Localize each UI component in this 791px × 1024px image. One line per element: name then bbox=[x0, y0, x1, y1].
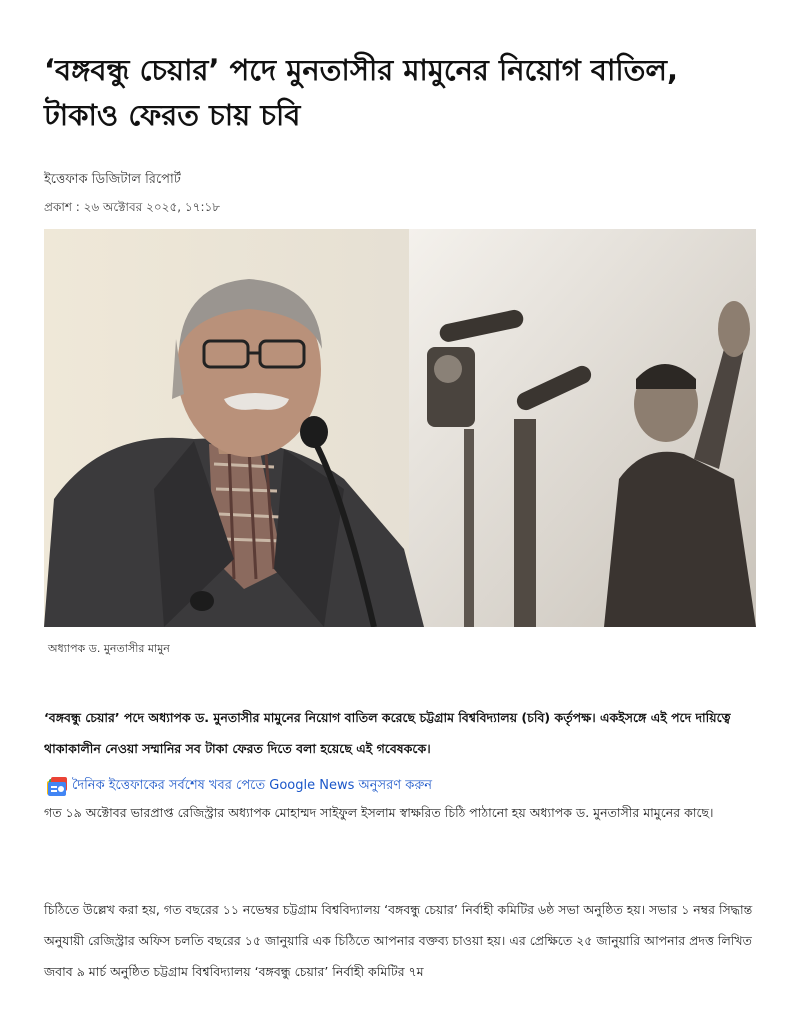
article-lead: ‘বঙ্গবন্ধু চেয়ার’ পদে অধ্যাপক ড. মুনতাসীর মামুনের নিয়োগ বাতিল করেছে চট্টগ্রাম বিশ্ববিদ্যালয় (চবি) কর্তৃপক্ষ। একইসঙ্গে এই পদে দায়িত্বে থাকাকালীন নেওয়া সম্মানির সব টাকা ফেরত দিতে বলা হয়েছে এই গবেষককে। bbox=[44, 710, 731, 756]
article-paragraph: গত ১৯ অক্টোবর ভারপ্রাপ্ত রেজিস্ট্রার অধ্যাপক মোহাম্মদ সাইফুল ইসলাম স্বাক্ষরিত চিঠি পাঠানো হয় অধ্যাপক ড. মুনতাসীর মামুনের কাছে। bbox=[44, 805, 714, 820]
article-headline: ‘বঙ্গবন্ধু চেয়ার’ পদে মুনতাসীর মামুনের নিয়োগ বাতিল, টাকাও ফেরত চায় চবি bbox=[44, 53, 679, 132]
article-paragraph: চিঠিতে উল্লেখ করা হয়, গত বছরের ১১ নভেম্বর চট্টগ্রাম বিশ্ববিদ্যালয় ‘বঙ্গবন্ধু চেয়ার’ নির্বাহী কমিটির ৬ষ্ঠ সভা অনুষ্ঠিত হয়। সভার ১ নম্বর সিদ্ধান্ত অনুযায়ী রেজিস্ট্রার অফিস চলতি বছরের ১৫ জানুয়ারি এক চিঠিতে আপনার বক্তব্য চাওয়া হয়। এর প্রেক্ষিতে ২৫ জানুয়ারি আপনার প্রদত্ত লিখিত জবাব ৯ মার্চ অনুষ্ঠিত চট্টগ্রাম বিশ্ববিদ্যালয় ‘বঙ্গবন্ধু চেয়ার’ নির্বাহী কমিটির ৭ম bbox=[44, 902, 753, 979]
google-news-icon bbox=[46, 777, 68, 797]
article-byline[interactable]: ইত্তেফাক ডিজিটাল রিপোর্ট bbox=[44, 172, 181, 187]
publish-date: প্রকাশ : ২৬ অক্টোবর ২০২৫, ১৭:১৮ bbox=[44, 200, 221, 214]
article-photo bbox=[44, 229, 756, 627]
google-news-link-text[interactable]: দৈনিক ইত্তেফাকের সর্বশেষ খবর পেতে Google News অনুসরণ করুন bbox=[72, 778, 433, 793]
photo-caption: অধ্যাপক ড. মুনতাসীর মামুন bbox=[48, 642, 170, 655]
google-news-follow-link[interactable] bbox=[46, 776, 432, 797]
